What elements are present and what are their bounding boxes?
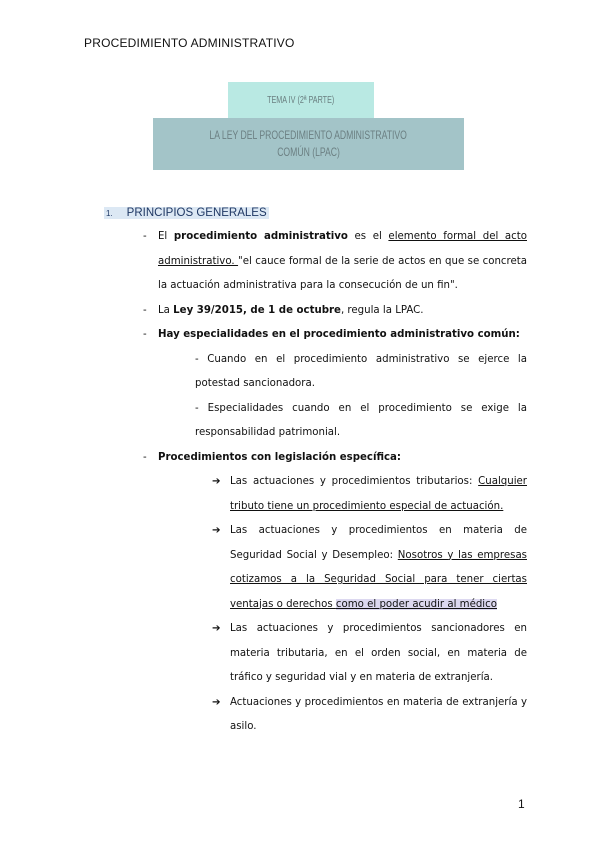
- sub-list-item: - Especialidades cuando en el procedimiento se exige la responsabilidad patrimonial.: [195, 402, 527, 438]
- arrow-item: ➔ Actuaciones y procedimientos en materia de extranjería y asilo.: [230, 691, 527, 740]
- arrow-item: ➔ Las actuaciones y procedimientos en materia de Seguridad Social y Desempleo: Nosotros y las empresas cotizamos a la Seguridad Social para tener ciertas ventajas o derechos como el poder acudir al médico: [230, 519, 527, 617]
- list-item: - Hay especialidades en el procedimiento administrativo común:: [143, 329, 520, 340]
- page-header: PROCEDIMIENTO ADMINISTRATIVO: [84, 36, 295, 50]
- title-box: [153, 118, 464, 170]
- topic-box: [228, 82, 374, 119]
- arrow-icon: ➔: [212, 696, 221, 708]
- title-line-2: COMÚN (LPAC): [277, 145, 340, 159]
- list-item: - El procedimiento administrativo es el elemento formal del acto administrativo. "el cauce formal de la serie de actos en que se concreta la actuación administrativa para la consecución de un fin".: [143, 231, 527, 291]
- section-heading: 1. PRINCIPIOS GENERALES: [106, 207, 267, 219]
- list-item: - La Ley 39/2015, de 1 de octubre, regula la LPAC.: [143, 304, 424, 316]
- topic-label: TEMA IV (2ª PARTE): [267, 95, 335, 106]
- arrow-icon: ➔: [212, 623, 221, 634]
- arrow-icon: ➔: [212, 525, 221, 536]
- title-line-1: LA LEY DEL PROCEDIMIENTO ADMINISTRATIVO: [209, 128, 408, 142]
- document-body: [0, 225, 600, 740]
- list-item: - Procedimientos con legislación específica:: [143, 451, 401, 463]
- arrow-item: ➔ Las actuaciones y procedimientos tributarios: Cualquier tributo tiene un procedimiento especial de actuación.: [230, 470, 527, 519]
- page-number: 1: [518, 797, 525, 811]
- arrow-icon: ➔: [212, 476, 221, 487]
- sub-list-item: - Cuando en el procedimiento administrativo se ejerce la potestad sancionadora.: [195, 353, 527, 389]
- arrow-item: ➔ Las actuaciones y procedimientos sancionadores en materia tributaria, en el orden social, en materia de tráfico y seguridad vial y en materia de extranjería.: [230, 617, 527, 691]
